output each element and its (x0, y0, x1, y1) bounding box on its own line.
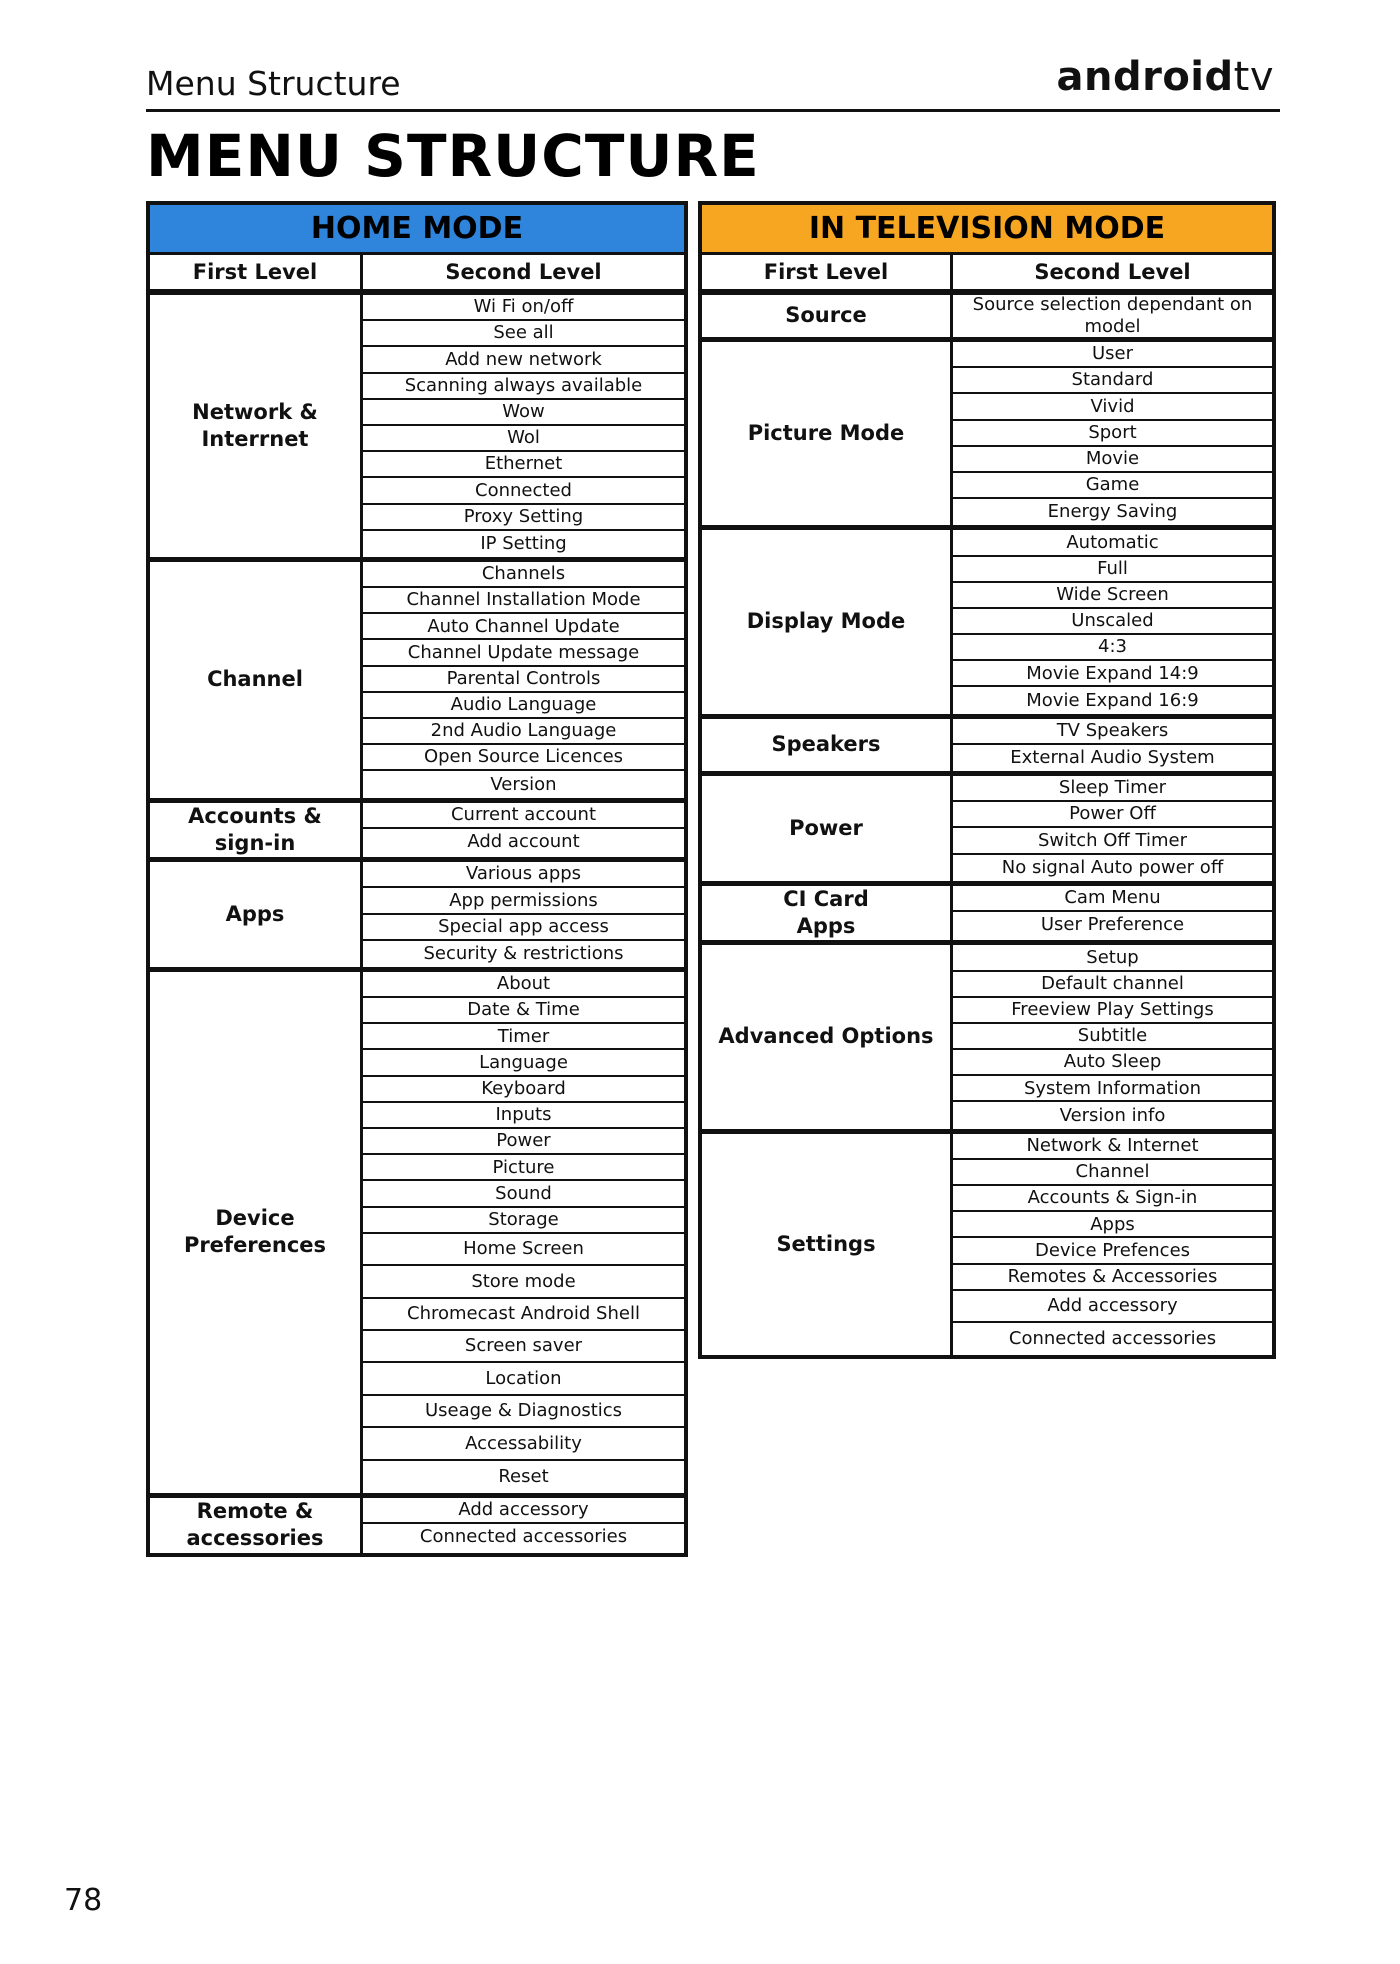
home-second-level-cell: Sound (363, 1181, 684, 1207)
tv-group (702, 776, 1272, 886)
home-second-level-cell: Timer (363, 1024, 684, 1050)
home-second-level-cell: Channel Installation Mode (363, 588, 684, 614)
home-first-level-header: First Level (150, 255, 363, 289)
home-second-level-cell: Inputs (363, 1103, 684, 1129)
home-second-level-cell: Add new network (363, 347, 684, 373)
home-group (150, 862, 684, 972)
tv-first-level-cell: Picture Mode (702, 342, 953, 525)
tv-second-level-cell: Setup (953, 945, 1272, 971)
home-second-level-list (363, 972, 684, 1493)
tv-first-level-cell: CI Card Apps (702, 886, 953, 941)
home-column-headers (150, 255, 684, 295)
home-second-level-cell: App permissions (363, 888, 684, 914)
tv-second-level-cell: Automatic (953, 530, 1272, 556)
tv-second-level-header: Second Level (1034, 260, 1191, 284)
home-second-level-cell: Power (363, 1129, 684, 1155)
home-second-level-cell: Ethernet (363, 452, 684, 478)
home-second-level-cell: Security & restrictions (423, 943, 624, 965)
home-group (150, 562, 684, 803)
tv-group (702, 295, 1272, 342)
home-second-level-cell: Channels (363, 562, 684, 588)
tv-group (702, 1134, 1272, 1355)
tv-first-level-cell: Power (702, 776, 953, 881)
tv-second-level-cell: Source selection dependant on model (972, 294, 1253, 337)
tv-second-level-cell: Connected accessories (1008, 1327, 1217, 1349)
home-group (150, 295, 684, 562)
tv-table-body (702, 295, 1272, 1355)
tv-second-level-cell: Movie Expand 14:9 (953, 661, 1272, 687)
tv-second-level-cell: Version info (1059, 1104, 1166, 1126)
home-second-level-cell: Audio Language (363, 693, 684, 719)
tv-second-level-cell: Unscaled (953, 609, 1272, 635)
tv-second-level-cell: Standard (953, 368, 1272, 394)
home-second-level-list (363, 1498, 684, 1553)
home-second-level-cell: Add account (467, 831, 580, 853)
home-second-level-cell: Wow (363, 400, 684, 426)
tv-second-level-cell: Energy Saving (1047, 501, 1178, 523)
tv-second-level-cell: Network & Internet (953, 1134, 1272, 1160)
tv-second-level-cell: Movie Expand 16:9 (1026, 689, 1199, 711)
header-title: Menu Structure (146, 64, 401, 103)
tv-first-level-cell: Speakers (702, 719, 953, 771)
home-second-level-cell: Screen saver (363, 1331, 684, 1363)
home-second-level-cell: Location (363, 1363, 684, 1395)
tv-mode-title: IN TELEVISION MODE (702, 205, 1272, 255)
home-second-level-cell: Wol (363, 426, 684, 452)
tv-second-level-list (953, 530, 1272, 713)
home-second-level-cell: Special app access (363, 915, 684, 941)
tv-second-level-cell: System Information (953, 1076, 1272, 1102)
tv-second-level-cell: No signal Auto power off (1001, 856, 1224, 878)
tv-second-level-list (953, 776, 1272, 881)
tv-group (702, 530, 1272, 718)
tv-group (702, 342, 1272, 530)
tv-first-level-cell: Advanced Options (702, 945, 953, 1128)
tv-first-level-cell: Settings (702, 1134, 953, 1355)
home-second-level-cell: Connected accessories (419, 1526, 628, 1548)
home-second-level-cell: Keyboard (363, 1077, 684, 1103)
tv-second-level-list (953, 945, 1272, 1128)
tv-second-level-cell: Accounts & Sign-in (953, 1186, 1272, 1212)
home-second-level-list (363, 862, 684, 967)
tv-second-level-cell: Wide Screen (953, 583, 1272, 609)
home-second-level-cell: Useage & Diagnostics (363, 1396, 684, 1428)
tv-second-level-cell: Subtitle (953, 1024, 1272, 1050)
home-second-level-cell: Accessability (363, 1428, 684, 1460)
home-second-level-cell: Connected (363, 478, 684, 504)
home-second-level-cell: Picture (363, 1155, 684, 1181)
home-group (150, 1498, 684, 1553)
home-second-level-cell: Wi Fi on/off (363, 295, 684, 321)
home-second-level-cell: See all (363, 321, 684, 347)
home-group (150, 803, 684, 863)
tv-group (702, 719, 1272, 776)
tv-column-headers (702, 255, 1272, 295)
home-second-level-cell: 2nd Audio Language (363, 719, 684, 745)
brand-light: tv (1233, 54, 1274, 100)
home-second-level-cell: Open Source Licences (363, 745, 684, 771)
tv-second-level-list (953, 1134, 1272, 1355)
tv-second-level-cell: Power Off (953, 802, 1272, 828)
tv-second-level-cell: Full (953, 557, 1272, 583)
tv-second-level-cell: External Audio System (1010, 747, 1215, 769)
home-second-level-list (363, 803, 684, 858)
tv-second-level-list (953, 342, 1272, 525)
tv-first-level-header: First Level (702, 255, 953, 289)
brand-bold: android (1056, 54, 1234, 100)
tv-second-level-cell: Device Prefences (953, 1238, 1272, 1264)
tv-second-level-cell: Sport (953, 421, 1272, 447)
home-first-level-cell: Apps (150, 862, 363, 967)
home-second-level-cell: Language (363, 1050, 684, 1076)
tv-second-level-cell: Sleep Timer (953, 776, 1272, 802)
home-first-level-cell: Channel (150, 562, 363, 798)
page-number: 78 (64, 1883, 103, 1918)
androidtv-logo (1056, 54, 1274, 100)
home-second-level-cell: About (363, 972, 684, 998)
home-second-level-cell: IP Setting (480, 532, 567, 554)
home-second-level-cell: Version (490, 773, 557, 795)
home-first-level-cell: Network & Interrnet (150, 295, 363, 557)
tv-group (702, 945, 1272, 1133)
tv-first-level-cell: Source (702, 295, 953, 337)
home-second-level-cell: Auto Channel Update (363, 614, 684, 640)
home-second-level-cell: Current account (363, 803, 684, 829)
tv-mode-table (698, 201, 1276, 1359)
home-table-body (150, 295, 684, 1553)
home-second-level-list (363, 562, 684, 798)
home-second-level-cell: Parental Controls (363, 667, 684, 693)
home-mode-title: HOME MODE (150, 205, 684, 255)
tv-second-level-cell: Default channel (953, 972, 1272, 998)
tv-second-level-cell: Freeview Play Settings (953, 998, 1272, 1024)
home-second-level-cell: Chromecast Android Shell (363, 1299, 684, 1331)
home-first-level-cell: Accounts & sign-in (150, 803, 363, 858)
home-group (150, 972, 684, 1498)
tv-second-level-list (953, 295, 1272, 337)
tv-second-level-cell: 4:3 (953, 635, 1272, 661)
home-second-level-cell: Store mode (363, 1266, 684, 1298)
home-second-level-cell: Add accessory (363, 1498, 684, 1524)
tv-second-level-cell: User Preference (1040, 914, 1185, 936)
tv-second-level-cell: Channel (953, 1160, 1272, 1186)
tv-second-level-cell: Movie (953, 447, 1272, 473)
tv-second-level-cell: Remotes & Accessories (953, 1265, 1272, 1291)
home-second-level-cell: Proxy Setting (363, 505, 684, 531)
tv-second-level-list (953, 719, 1272, 771)
tv-second-level-cell: TV Speakers (953, 719, 1272, 745)
tv-second-level-cell: User (953, 342, 1272, 368)
home-second-level-cell: Date & Time (363, 998, 684, 1024)
home-second-level-list (363, 295, 684, 557)
home-second-level-cell: Scanning always available (363, 374, 684, 400)
tv-second-level-cell: Auto Sleep (953, 1050, 1272, 1076)
tv-group (702, 886, 1272, 946)
home-second-level-cell: Various apps (363, 862, 684, 888)
home-second-level-cell: Reset (498, 1465, 549, 1487)
home-mode-table (146, 201, 688, 1557)
tv-second-level-cell: Vivid (953, 394, 1272, 420)
tv-first-level-cell: Display Mode (702, 530, 953, 713)
home-first-level-cell: Device Preferences (150, 972, 363, 1493)
tv-second-level-list (953, 886, 1272, 941)
home-first-level-cell: Remote & accessories (150, 1498, 363, 1553)
tv-second-level-cell: Switch Off Timer (953, 828, 1272, 854)
page-title: MENU STRUCTURE (146, 122, 760, 190)
tv-second-level-cell: Game (953, 473, 1272, 499)
tv-second-level-cell: Cam Menu (953, 886, 1272, 912)
home-second-level-cell: Channel Update message (363, 640, 684, 666)
home-second-level-cell: Home Screen (363, 1234, 684, 1266)
page-header (146, 54, 1280, 112)
tv-second-level-cell: Apps (953, 1212, 1272, 1238)
home-second-level-cell: Storage (363, 1208, 684, 1234)
tv-second-level-cell: Add accessory (953, 1291, 1272, 1323)
home-second-level-header: Second Level (445, 260, 602, 284)
